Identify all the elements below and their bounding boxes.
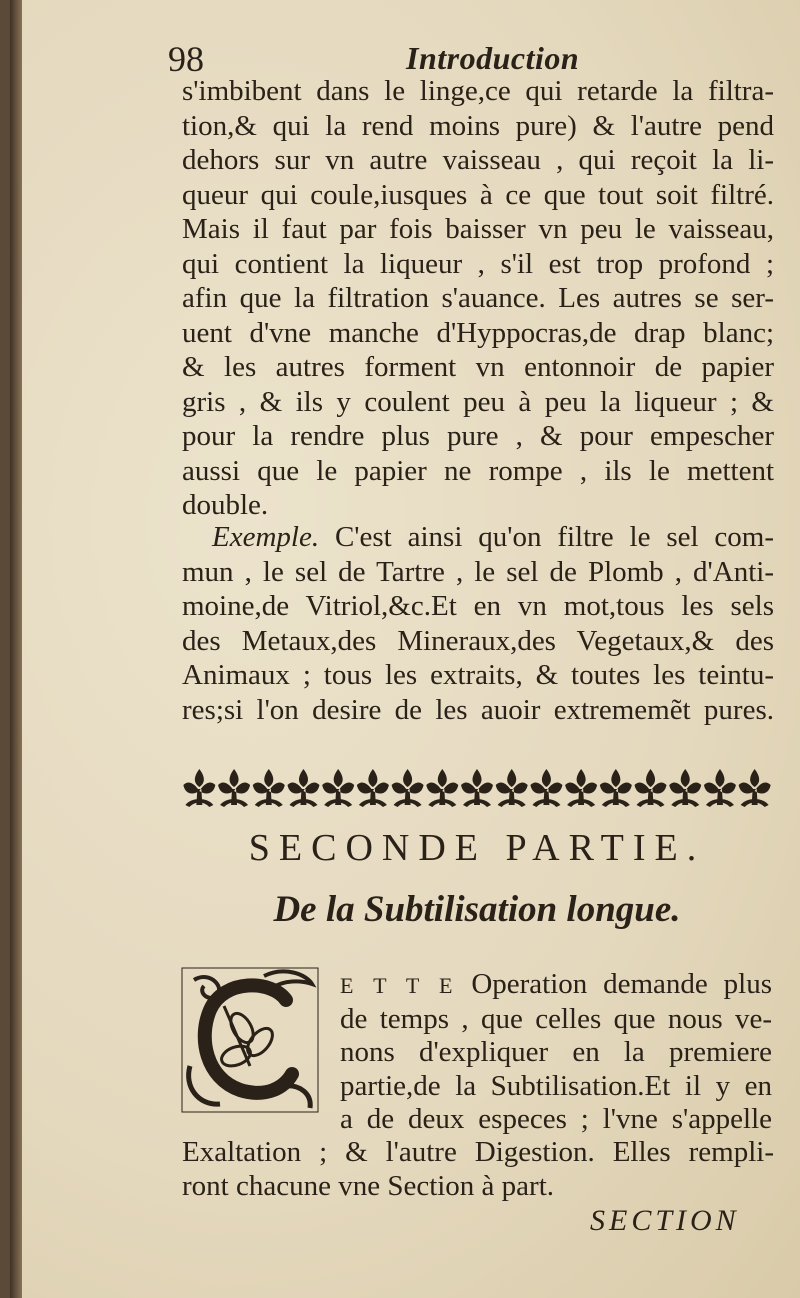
text-line: tion,& qui la rend moins pure) & l'autre pend	[182, 109, 774, 142]
text-line: uent d'vne manche d'Hyppocras,de drap blanc;	[182, 316, 774, 349]
fleuron-icon	[704, 769, 736, 807]
example-first-line	[182, 520, 774, 555]
text-line: partie,de la Subtilisation.Et il y en	[340, 1069, 772, 1102]
fleuron-icon	[530, 769, 562, 807]
page-gutter	[10, 0, 22, 1298]
fleuron-icon	[322, 769, 354, 807]
fleuron-icon	[426, 769, 458, 807]
text-line: a de deux especes ; l'vne s'appelle	[340, 1103, 772, 1135]
dropcap-first-line-text: Operation demande plus	[455, 968, 772, 1000]
fleuron-icon	[669, 769, 701, 807]
fleuron-icon	[357, 769, 389, 807]
text-line: afin que la filtration s'auance. Les autres se ser-	[182, 282, 774, 314]
text-line: aussi que le papier ne rompe , ils le mettent	[182, 454, 774, 487]
text-line: & les autres forment vn entonnoir de papier	[182, 351, 774, 383]
fleuron-band-icon	[182, 765, 772, 809]
decorated-initial-c-icon	[180, 966, 320, 1114]
example-paragraph	[182, 520, 774, 727]
example-label: Exemple.	[212, 521, 320, 553]
text-line: Mais il faut par fois baisser vn peu le vaisseau,	[182, 213, 774, 245]
text-line: Animaux ; tous les extraits, & toutes les teintu-	[182, 659, 774, 691]
fleuron-icon	[635, 769, 667, 807]
fleuron-icon	[496, 769, 528, 807]
continued-paragraph	[182, 1136, 774, 1203]
text-line: de temps , que celles que nous ve-	[340, 1002, 772, 1035]
book-page	[10, 0, 800, 1298]
text-line: nons d'expliquer en la premiere	[340, 1036, 772, 1068]
fleuron-icon	[739, 769, 771, 807]
text-line: pour la rendre plus pure , & pour empescher	[182, 420, 774, 452]
fleuron-icon	[218, 769, 250, 807]
text-line: des Metaux,des Mineraux,des Vegetaux,& des	[182, 624, 774, 657]
text-line: res;si l'on desire de les auoir extrememẽt pures.	[182, 693, 774, 726]
fleuron-icon	[287, 769, 319, 807]
page-number: 98	[168, 39, 204, 79]
text-line: Exaltation ; & l'autre Digestion. Elles rempli-	[182, 1136, 774, 1168]
fleuron-icon	[600, 769, 632, 807]
text-line: mun , le sel de Tartre , le sel de Plomb , d'Anti-	[182, 555, 774, 588]
fleuron-icon	[461, 769, 493, 807]
dropcap-caps: E T T E	[340, 973, 456, 998]
text-line: queur qui coule,iusques à ce que tout soit filtré.	[182, 178, 774, 211]
section-subtitle: De la Subtilisation longue.	[273, 889, 681, 930]
text-line: double.	[182, 489, 269, 521]
text-line: ront chacune vne Section à part.	[182, 1169, 555, 1202]
section-heading: SECONDE PARTIE.	[248, 827, 706, 869]
text-line: qui contient la liqueur , s'il est trop profond ;	[182, 247, 774, 280]
text-line: moine,de Vitriol,&c.Et en vn mot,tous les sels	[182, 590, 774, 622]
fleuron-icon	[392, 769, 424, 807]
catchword: SECTION	[590, 1204, 740, 1237]
fleuron-icon	[565, 769, 597, 807]
body-paragraph	[182, 74, 774, 523]
fleuron-icon	[183, 769, 215, 807]
dropcap-paragraph	[340, 968, 772, 1137]
text-line: s'imbibent dans le linge,ce qui retarde la filtra-	[182, 75, 774, 107]
dropcap-first-line	[340, 968, 772, 1003]
fleuron-icon	[253, 769, 285, 807]
running-title: Introduction	[406, 40, 580, 76]
text-line: gris , & ils y coulent peu à peu la liqueur ; &	[182, 385, 774, 418]
text-line: dehors sur vn autre vaisseau , qui reçoit la li-	[182, 144, 774, 176]
example-first-line-text: C'est ainsi qu'on filtre le sel com-	[319, 521, 774, 553]
